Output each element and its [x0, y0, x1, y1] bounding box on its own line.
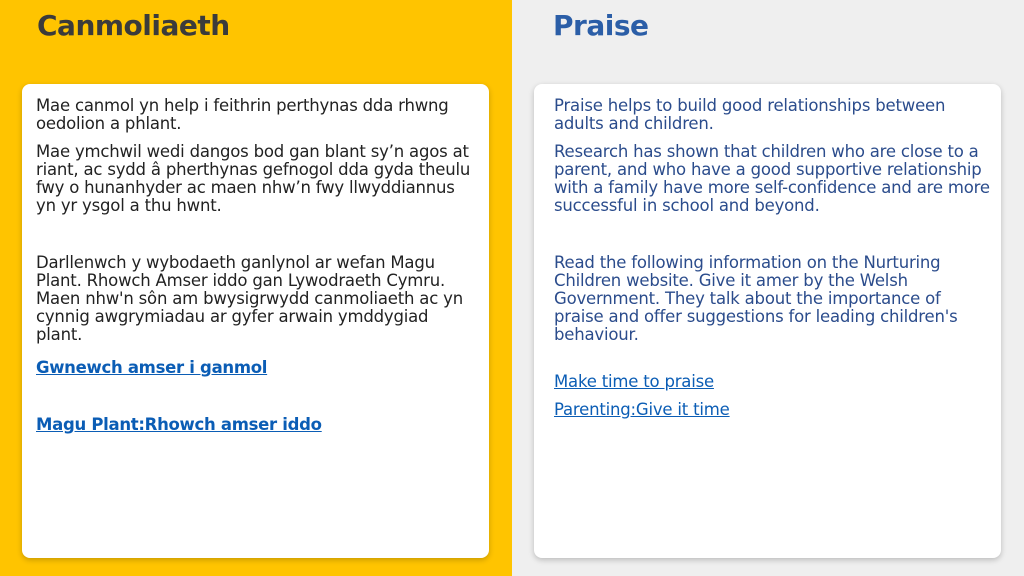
- english-link-parenting-give-it-time[interactable]: Parenting:Give it time: [554, 400, 730, 419]
- english-paragraph-2: Research has shown that children who are close to a parent, and who have a good supportive relationship with a family have more self-confidence and are more successful in school and beyond.: [554, 142, 990, 215]
- english-paragraph-1: Praise helps to build good relationships between adults and children.: [554, 96, 946, 133]
- english-heading: Praise: [553, 9, 649, 42]
- welsh-paragraph-3: Darllenwch y wybodaeth ganlynol ar wefan Magu Plant. Rhowch Amser iddo gan Lywodraeth Cymru. Maen nhw'n sôn am bwysigrwydd canmoliaeth ac yn cynnig awgrymiadau ar gyfer arwain ymddygiad plant.: [36, 253, 463, 344]
- welsh-heading: Canmoliaeth: [37, 9, 230, 42]
- welsh-card: [22, 84, 489, 558]
- english-paragraph-3: Read the following information on the Nurturing Children website. Give it amer by the Welsh Government. They talk about the importance of praise and offer suggestions for leading children's behaviour.: [554, 253, 958, 344]
- english-card: [534, 84, 1001, 558]
- welsh-link-make-time-to-praise[interactable]: Gwnewch amser i ganmol: [36, 358, 268, 377]
- welsh-link-parenting-give-it-time[interactable]: Magu Plant:Rhowch amser iddo: [36, 415, 322, 434]
- english-link-make-time-to-praise[interactable]: Make time to praise: [554, 372, 714, 391]
- welsh-paragraph-1: Mae canmol yn help i feithrin perthynas dda rhwng oedolion a phlant.: [36, 96, 449, 133]
- welsh-paragraph-2: Mae ymchwil wedi dangos bod gan blant sy’n agos at riant, ac sydd â pherthynas gefnogol dda gyda theulu fwy o hunanhyder ac maen nhw’n fwy llwyddiannus yn yr ysgol a thu hwnt.: [36, 142, 471, 215]
